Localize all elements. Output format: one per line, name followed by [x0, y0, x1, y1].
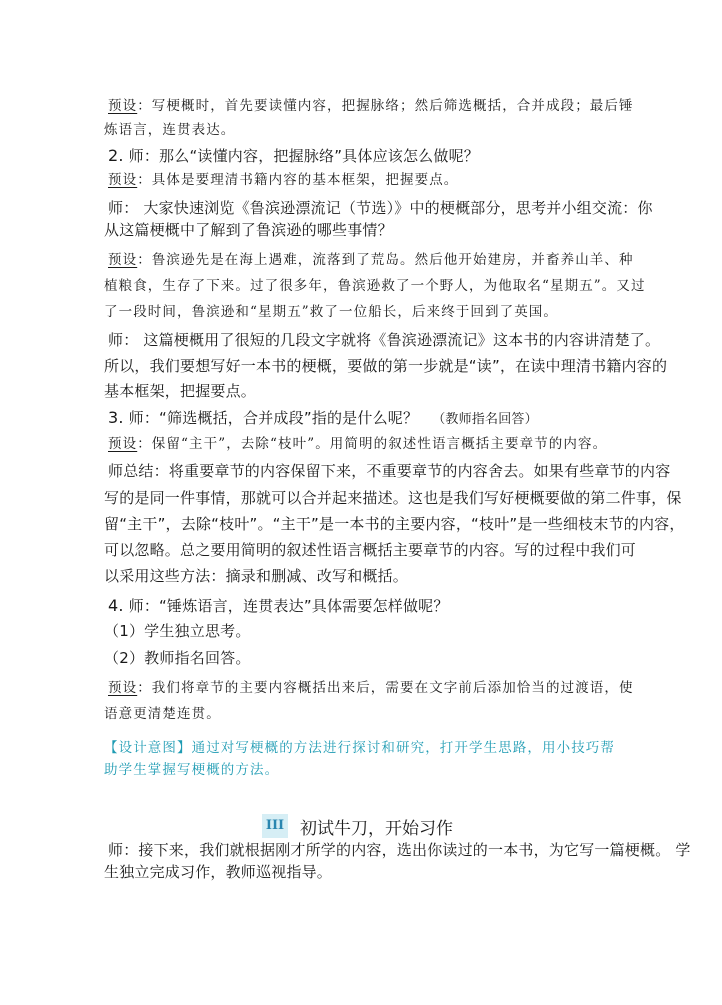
question-number: 2.	[108, 146, 124, 165]
question-number: 4.	[108, 596, 124, 615]
preset-label: 预设	[108, 680, 138, 696]
question-2	[108, 146, 479, 166]
summary-paragraph-line-3: 留“主干”，去除“枝叶”。“主干”是一本书的主要内容，“枝叶”是一些细枝末节的内容，	[104, 515, 685, 533]
teacher-paragraph-2-line-2: 所以，我们要想写好一本书的梗概，要做的第一步就是“读”，在读中理清书籍内容的	[104, 357, 668, 375]
question-3	[108, 408, 538, 430]
preset-label: 预设	[108, 252, 138, 268]
teacher-paragraph-1-line-1: 师： 大家快速浏览《鲁滨逊漂流记（节选）》中的梗概部分，思考并小组交流：你	[108, 199, 653, 217]
preset-paragraph-5-line-1	[108, 678, 634, 698]
design-intent-line-1: 【设计意图】通过对写梗概的方法进行探讨和研究，打开学生思路，用小技巧帮	[104, 740, 615, 756]
preset-paragraph-4	[108, 434, 607, 454]
teacher-paragraph-2-line-3: 基本框架，把握要点。	[104, 382, 257, 400]
question-number: 3.	[108, 408, 124, 427]
question-text: 师：“筛选概括，合并成段”指的是什么呢？	[128, 409, 419, 427]
step-2: （2）教师指名回答。	[104, 649, 251, 667]
paragraph-text: ：我们将章节的主要内容概括出来后，需要在文字前后添加恰当的过渡语，使	[137, 680, 634, 696]
summary-paragraph-line-5: 以采用这些方法：摘录和删减、改写和概括。	[104, 567, 409, 585]
section-title: 初试牛刀，开始习作	[300, 818, 453, 839]
paragraph-text: ：保留“主干”，去除“枝叶”。用简明的叙述性语言概括主要章节的内容。	[137, 436, 608, 452]
paragraph-text: ：写梗概时，首先要读懂内容，把握脉络；然后筛选概括，合并成段；最后锤	[137, 98, 634, 114]
preset-paragraph-1-line-2: 炼语言，连贯表达。	[104, 122, 236, 138]
step-1: （1）学生独立思考。	[104, 622, 251, 640]
question-4	[108, 596, 449, 616]
section-numeral-badge: III	[262, 814, 288, 838]
summary-paragraph-line-1: 师总结：将重要章节的内容保留下来，不重要章节的内容舍去。如果有些章节的内容	[108, 462, 671, 480]
question-text: 师：“锤炼语言，连贯表达”具体需要怎样做呢？	[128, 597, 449, 615]
preset-paragraph-3-line-2: 植粮食，生存了下来。过了很多年，鲁滨逊救了一个野人，为他取名“星期五”。又过	[104, 278, 646, 294]
paragraph-text: ：具体是要理清书籍内容的基本框架，把握要点。	[137, 172, 459, 188]
preset-paragraph-2	[108, 170, 458, 190]
summary-paragraph-line-2: 写的是同一件事情，那就可以合并起来描述。这也是我们写好梗概要做的第二件事，保	[104, 489, 682, 507]
preset-label: 预设	[108, 98, 138, 114]
preset-paragraph-3-line-3: 了一段时间，鲁滨逊和“星期五”救了一位船长，后来终于回到了英国。	[104, 304, 559, 320]
preset-label: 预设	[108, 172, 138, 188]
preset-paragraph-1-line-1	[108, 96, 634, 116]
preset-label: 预设	[108, 436, 138, 452]
paragraph-text: ：鲁滨逊先是在海上遇难，流落到了荒岛。然后他开始建房，并畜养山羊、种	[137, 252, 634, 268]
question-note: （教师指名回答）	[432, 412, 538, 427]
teacher-paragraph-3-line-2: 生独立完成习作，教师巡视指导。	[104, 863, 333, 881]
design-intent-line-2: 助学生掌握写梗概的方法。	[104, 762, 280, 778]
preset-paragraph-5-line-2: 语意更清楚连贯。	[104, 706, 221, 722]
question-text: 师：那么“读懂内容，把握脉络”具体应该怎么做呢？	[128, 147, 479, 165]
section-heading	[262, 812, 453, 840]
teacher-paragraph-3-line-1: 师：接下来，我们就根据刚才所学的内容，选出你读过的一本书，为它写一篇梗概。 学	[108, 841, 691, 859]
summary-paragraph-line-4: 可以忽略。总之要用简明的叙述性语言概括主要章节的内容。写的过程中我们可	[104, 541, 637, 559]
teacher-paragraph-1-line-2: 从这篇梗概中了解到了鲁滨逊的哪些事情？	[104, 221, 393, 239]
teacher-paragraph-2-line-1: 师： 这篇梗概用了很短的几段文字就将《鲁滨逊漂流记》这本书的内容讲清楚了。	[108, 331, 661, 349]
preset-paragraph-3-line-1	[108, 250, 634, 270]
